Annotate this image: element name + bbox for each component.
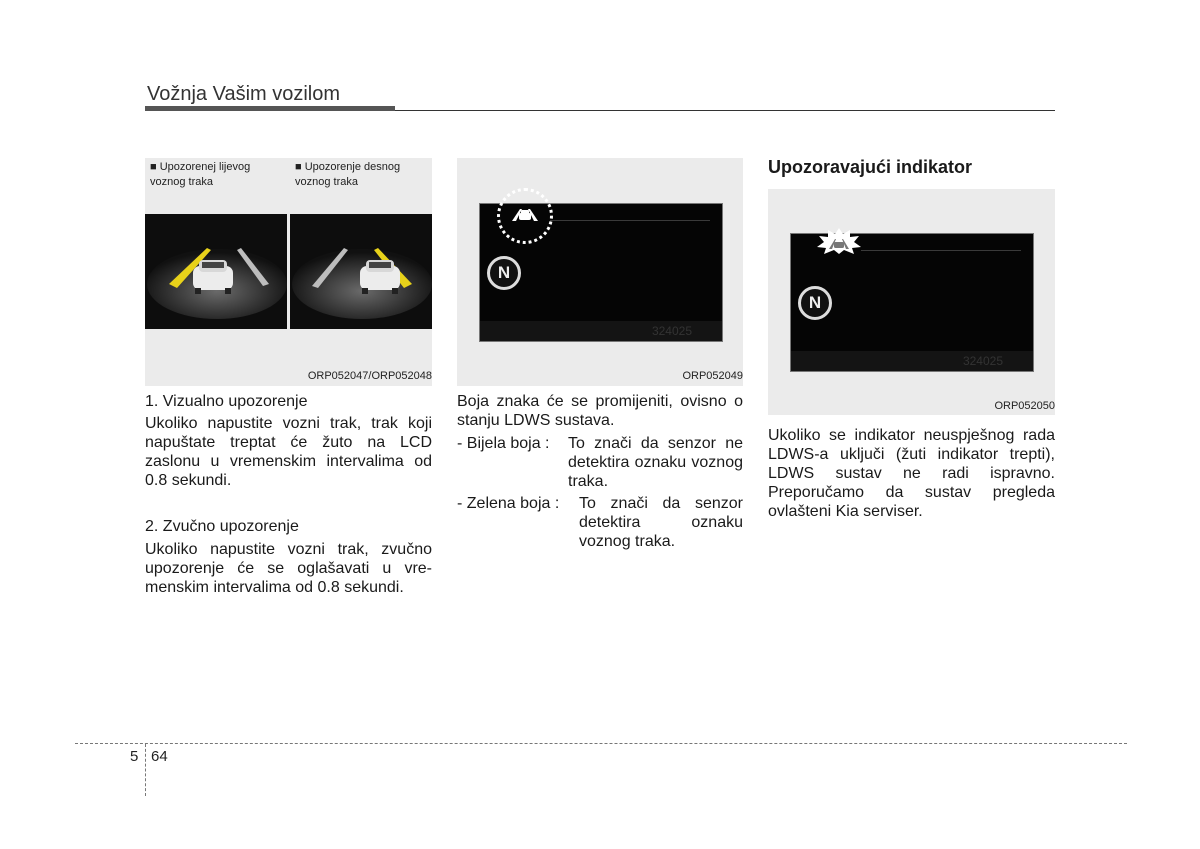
display-separator xyxy=(861,250,1021,251)
green-color-text: To znači da senzor detektira oznaku voznog traka. xyxy=(579,495,743,550)
caption-left-lane: ■ Upozorenej lijevog voznog traka xyxy=(150,161,251,188)
lane-indicator-icon xyxy=(510,205,540,223)
caption-right-lane: ■ Upozorenje desnog voznog traka xyxy=(295,161,401,188)
left-lane-warning-image xyxy=(145,214,287,329)
figure-code: ORP052050 xyxy=(994,400,1055,412)
section-title: Vožnja Vašim vozilom xyxy=(147,83,341,105)
footer-rule xyxy=(75,743,1127,744)
audible-warning-text: Ukoliko napustite vozni trak, zvučno upozorenje će se oglašavati u vre-menskim intervalima od 0.8 sekundi. xyxy=(145,541,432,596)
title-rule xyxy=(395,110,1055,111)
gear-n-icon: N xyxy=(798,286,832,320)
white-color-label: - Bijela boja : xyxy=(457,435,550,452)
chapter-number: 5 xyxy=(130,748,139,765)
page-number: 64 xyxy=(151,748,168,765)
title-accent-bar xyxy=(145,106,395,111)
right-lane-warning-image xyxy=(290,214,432,329)
odometer-value: 324025 xyxy=(962,354,1003,368)
lane-warning-figure xyxy=(145,158,432,386)
visual-warning-text: Ukoliko napustite vozni trak, trak koji napuštate treptat će žuto na LCD zaslonu u vremenskim intervalima od 0.8 sekundi. xyxy=(145,415,432,489)
color-intro-text: Boja znaka će se promijeniti, ovisno o stanju LDWS sustava. xyxy=(457,393,743,429)
figure-code: ORP052049 xyxy=(682,370,743,382)
white-color-text: To znači da senzor ne detektira oznaku voznog traka. xyxy=(568,435,743,490)
malfunction-indicator-figure xyxy=(768,189,1055,415)
odometer-value: 324025 xyxy=(651,324,692,338)
audible-warning-heading: 2. Zvučno upozorenje xyxy=(145,518,299,535)
gear-n-icon: N xyxy=(487,256,521,290)
indicator-text: Ukoliko se indikator neuspješnog rada LDWS-a uključi (žuti indikator trepti), LDWS sustav ne radi ispravno. Preporučamo da sustav pregleda ovlašteni Kia serviser. xyxy=(768,427,1055,520)
footer-divider xyxy=(145,744,146,796)
indicator-heading: Upozoravajući indikator xyxy=(768,157,973,177)
warning-burst-icon xyxy=(814,227,864,255)
display-separator xyxy=(550,220,710,221)
visual-warning-heading: 1. Vizualno upozorenje xyxy=(145,393,308,410)
figure-code: ORP052047/ORP052048 xyxy=(307,370,432,382)
cluster-lane-figure xyxy=(457,158,743,386)
green-color-label: - Zelena boja : xyxy=(457,495,560,512)
